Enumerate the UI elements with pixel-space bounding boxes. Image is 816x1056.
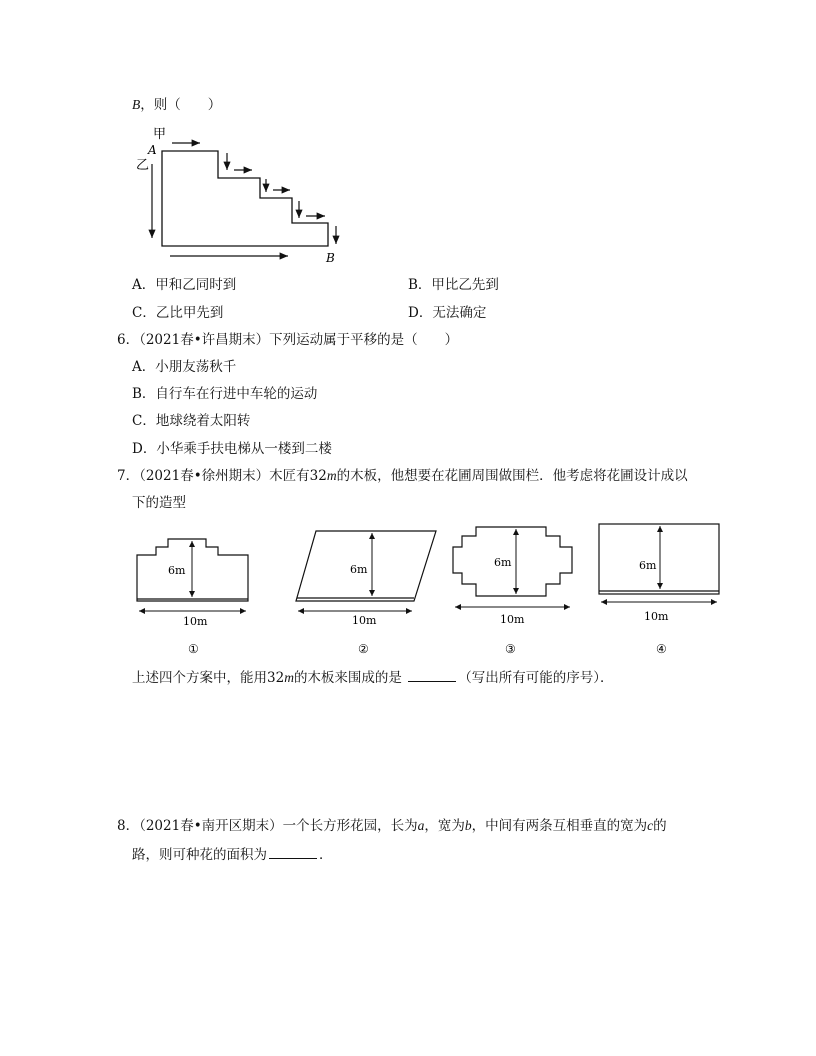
q7-figure-2 bbox=[292, 527, 442, 662]
q7-answer-before: 上述四个方案中，能用32 bbox=[132, 670, 285, 686]
q8-line2 bbox=[132, 845, 333, 864]
q7-figure-1 bbox=[130, 527, 260, 662]
q5-option-c[interactable] bbox=[132, 304, 223, 322]
height-label: 6m bbox=[494, 556, 512, 569]
option-text: 无法确定 bbox=[432, 305, 487, 321]
q8-var-a: a bbox=[417, 818, 425, 833]
option-text: 地球绕着太阳转 bbox=[155, 413, 251, 429]
option-text: 小朋友荡秋千 bbox=[155, 359, 237, 375]
q6-text: （2021春•许昌期末）下列运动属于平移的是（ ） bbox=[139, 332, 459, 348]
q7-answer-tail: （写出所有可能的序号）． bbox=[458, 670, 614, 686]
staircase-outline bbox=[162, 151, 328, 246]
q6-option-a[interactable] bbox=[132, 358, 236, 376]
q7-answer-blank[interactable] bbox=[408, 668, 456, 682]
label-yi: 乙 bbox=[136, 158, 150, 173]
q8-line2-text: 路，则可种花的面积为 bbox=[132, 847, 267, 863]
q8-text-2: ，中间有两条互相垂直的宽为 bbox=[471, 818, 648, 834]
option-text: 小华乘手扶电梯从一楼到二楼 bbox=[156, 441, 332, 457]
option-key: B． bbox=[408, 277, 432, 293]
garden-outline bbox=[453, 527, 572, 596]
q8-var-c: c bbox=[647, 818, 654, 833]
option-key: A． bbox=[132, 359, 156, 375]
q5-option-d[interactable] bbox=[408, 304, 486, 322]
option-text: 乙比甲先到 bbox=[155, 305, 224, 321]
option-text: 甲和乙同时到 bbox=[155, 277, 237, 293]
option-text: 自行车在行进中车轮的运动 bbox=[155, 386, 318, 402]
q8-answer-blank[interactable] bbox=[269, 845, 317, 859]
width-label: 10m bbox=[500, 613, 525, 626]
q5-stem bbox=[132, 96, 221, 114]
label-a: A bbox=[148, 143, 157, 157]
width-label: 10m bbox=[352, 614, 377, 627]
label-b: B bbox=[326, 251, 335, 264]
option-key: D． bbox=[132, 441, 157, 457]
option-key: B． bbox=[132, 386, 156, 402]
width-label: 10m bbox=[644, 610, 669, 623]
q8-var-b: b bbox=[464, 818, 472, 833]
figure-number: ② bbox=[358, 642, 369, 656]
q5-option-b[interactable] bbox=[408, 276, 499, 294]
option-text: 甲比乙先到 bbox=[431, 277, 499, 293]
q8-text-3: 的 bbox=[653, 818, 667, 834]
width-label: 10m bbox=[183, 615, 208, 628]
q7-text-after: 的木板，他想要在花圃周围做围栏．他考虑将花圃设计成以 bbox=[336, 468, 688, 484]
q8-stem bbox=[117, 817, 667, 835]
figure-number: ④ bbox=[656, 642, 667, 655]
q6-option-d[interactable] bbox=[132, 440, 332, 458]
garden-outline bbox=[599, 524, 719, 594]
question-number: 8． bbox=[117, 818, 140, 834]
q7-answer-after: 的木板来围成的是 bbox=[293, 670, 402, 686]
question-number: 6． bbox=[117, 332, 140, 348]
option-key: D． bbox=[408, 305, 433, 321]
q7-unit: m bbox=[326, 468, 337, 483]
q5-staircase-figure bbox=[130, 124, 350, 264]
option-key: C． bbox=[132, 413, 156, 429]
q8-line2-end: ． bbox=[319, 847, 333, 863]
label-jia: 甲 bbox=[153, 127, 167, 142]
q5-point-b: B bbox=[132, 97, 141, 112]
option-key: A． bbox=[132, 277, 156, 293]
q8-text-1: （2021春•南开区期末）一个长方形花园，长为 bbox=[139, 818, 418, 834]
q5-stem-text: ，则（ ） bbox=[140, 97, 222, 113]
q7-text-before: （2021春•徐州期末）木匠有32 bbox=[139, 468, 327, 484]
q7-figure-4 bbox=[596, 520, 726, 655]
q8-sep-1: ，宽为 bbox=[424, 818, 465, 834]
q7-stem bbox=[117, 467, 688, 485]
figure-number: ③ bbox=[505, 642, 516, 655]
height-label: 6m bbox=[639, 559, 657, 572]
q7-figure-3 bbox=[448, 520, 578, 655]
height-label: 6m bbox=[168, 564, 186, 577]
q5-option-a[interactable] bbox=[132, 276, 236, 294]
q7-answer-line bbox=[132, 668, 613, 687]
q6-option-b[interactable] bbox=[132, 385, 317, 403]
height-label: 6m bbox=[350, 563, 368, 576]
figure-number: ① bbox=[188, 642, 199, 656]
question-number: 7． bbox=[117, 468, 140, 484]
q6-option-c[interactable] bbox=[132, 412, 250, 430]
q7-answer-unit: m bbox=[284, 670, 294, 685]
q6-stem bbox=[117, 331, 458, 349]
q7-stem-line2: 下的造型 bbox=[132, 495, 186, 511]
option-key: C． bbox=[132, 305, 156, 321]
